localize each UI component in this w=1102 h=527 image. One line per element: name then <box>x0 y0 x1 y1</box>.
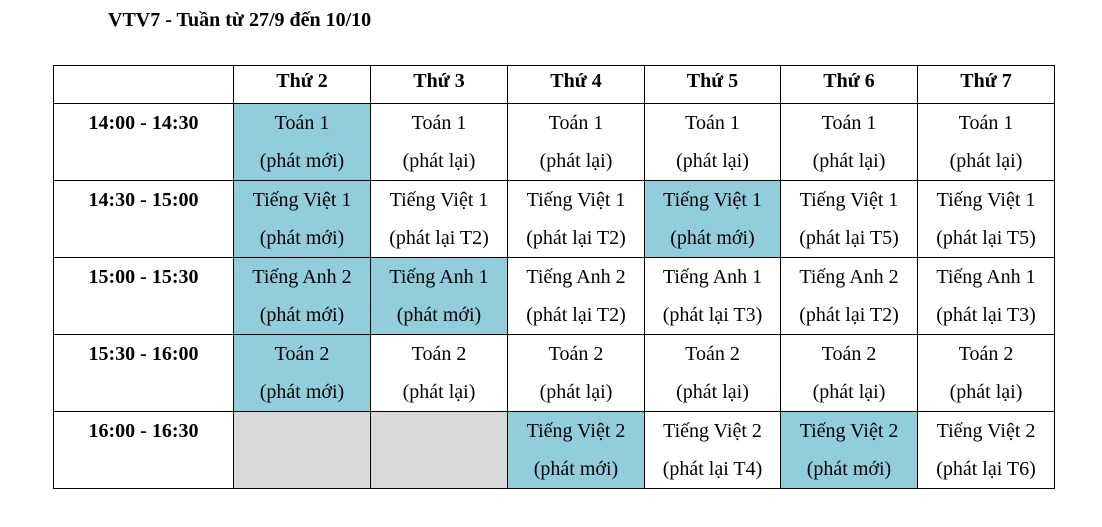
program-subject: Tiếng Việt 1 <box>799 189 899 211</box>
schedule-cell <box>918 258 1055 335</box>
schedule-cell <box>781 258 918 335</box>
broadcast-note: (phát lại T4) <box>662 458 763 480</box>
program-subject: Toán 1 <box>411 112 467 134</box>
schedule-cell <box>918 412 1055 489</box>
corner-cell <box>54 66 234 104</box>
broadcast-note: (phát lại) <box>539 381 613 403</box>
broadcast-note: (phát mới) <box>259 150 345 172</box>
broadcast-note: (phát lại) <box>812 150 886 172</box>
schedule-cell <box>234 412 371 489</box>
schedule-cell <box>781 104 918 181</box>
schedule-cell <box>781 412 918 489</box>
time-slot-row <box>54 258 1055 335</box>
broadcast-note: (phát lại T3) <box>936 304 1036 326</box>
broadcast-note: (phát lại T6) <box>936 458 1036 480</box>
day-header: Thứ 2 <box>234 66 371 104</box>
program-subject: Toán 1 <box>274 112 330 134</box>
time-slot-row <box>54 412 1055 489</box>
schedule-cell <box>234 181 371 258</box>
schedule-cell <box>645 181 781 258</box>
program-subject: Tiếng Việt 1 <box>252 189 352 211</box>
schedule-cell <box>371 181 508 258</box>
schedule-cell <box>371 104 508 181</box>
broadcast-note: (phát lại T2) <box>526 304 626 326</box>
broadcast-note: (phát mới) <box>259 304 345 326</box>
time-slot-row <box>54 104 1055 181</box>
schedule-cell <box>781 335 918 412</box>
schedule-cell <box>234 104 371 181</box>
schedule-body <box>54 66 1055 489</box>
program-subject: Tiếng Anh 1 <box>936 266 1036 288</box>
broadcast-note: (phát lại T2) <box>389 227 489 249</box>
day-header: Thứ 6 <box>781 66 918 104</box>
program-subject: Toán 2 <box>821 343 877 365</box>
program-subject: Toán 1 <box>548 112 604 134</box>
program-subject: Toán 2 <box>958 343 1014 365</box>
schedule-cell <box>645 258 781 335</box>
program-subject: Toán 1 <box>685 112 740 134</box>
schedule-cell <box>918 104 1055 181</box>
day-header: Thứ 4 <box>508 66 645 104</box>
broadcast-note: (phát lại) <box>949 381 1023 403</box>
program-subject: Tiếng Anh 2 <box>252 266 352 288</box>
program-subject: Tiếng Việt 2 <box>663 420 762 442</box>
schedule-cell <box>508 258 645 335</box>
page-title: VTV7 - Tuần từ 27/9 đến 10/10 <box>108 9 372 31</box>
program-subject: Tiếng Việt 2 <box>799 420 899 442</box>
program-subject: Tiếng Anh 1 <box>389 266 489 288</box>
program-subject: Toán 2 <box>274 343 330 365</box>
program-subject: Tiếng Việt 1 <box>663 189 762 211</box>
program-subject: Tiếng Anh 2 <box>799 266 899 288</box>
program-subject: Tiếng Anh 1 <box>662 266 763 288</box>
day-header: Thứ 5 <box>645 66 781 104</box>
program-subject: Toán 2 <box>685 343 740 365</box>
day-header: Thứ 7 <box>918 66 1055 104</box>
broadcast-note: (phát lại T2) <box>799 304 899 326</box>
schedule-cell <box>508 104 645 181</box>
schedule-cell <box>645 335 781 412</box>
broadcast-note: (phát lại) <box>812 381 886 403</box>
day-header: Thứ 3 <box>371 66 508 104</box>
time-slot-row <box>54 181 1055 258</box>
schedule-cell <box>508 412 645 489</box>
schedule-cell <box>918 335 1055 412</box>
broadcast-note: (phát mới) <box>806 458 892 480</box>
broadcast-note: (phát mới) <box>396 304 482 326</box>
program-subject: Toán 1 <box>821 112 877 134</box>
schedule-cell <box>645 412 781 489</box>
broadcast-note: (phát lại) <box>949 150 1023 172</box>
time-slot-label: 14:30 - 15:00 <box>54 181 234 258</box>
schedule-table <box>53 65 1055 489</box>
program-subject: Toán 2 <box>411 343 467 365</box>
time-slot-label: 16:00 - 16:30 <box>54 412 234 489</box>
schedule-cell <box>645 104 781 181</box>
broadcast-note: (phát lại T5) <box>936 227 1036 249</box>
header-row <box>54 66 1055 104</box>
schedule-cell <box>234 258 371 335</box>
program-subject: Toán 2 <box>548 343 604 365</box>
broadcast-note: (phát lại T2) <box>526 227 626 249</box>
schedule-cell <box>508 335 645 412</box>
broadcast-note: (phát lại T5) <box>799 227 899 249</box>
schedule-cell <box>371 258 508 335</box>
broadcast-note: (phát mới) <box>533 458 619 480</box>
broadcast-note: (phát lại) <box>402 150 476 172</box>
schedule-cell <box>371 335 508 412</box>
schedule-cell <box>508 181 645 258</box>
program-subject: Tiếng Việt 1 <box>389 189 489 211</box>
schedule-cell <box>918 181 1055 258</box>
schedule-cell <box>234 335 371 412</box>
time-slot-label: 15:30 - 16:00 <box>54 335 234 412</box>
time-slot-label: 15:00 - 15:30 <box>54 258 234 335</box>
broadcast-note: (phát mới) <box>670 227 755 249</box>
program-subject: Tiếng Việt 2 <box>526 420 626 442</box>
broadcast-note: (phát lại T3) <box>662 304 763 326</box>
broadcast-note: (phát lại) <box>676 150 749 172</box>
broadcast-note: (phát lại) <box>539 150 613 172</box>
broadcast-note: (phát mới) <box>259 381 345 403</box>
program-subject: Tiếng Việt 1 <box>936 189 1036 211</box>
schedule-cell <box>781 181 918 258</box>
program-subject: Tiếng Anh 2 <box>526 266 626 288</box>
schedule-cell <box>371 412 508 489</box>
program-subject: Tiếng Việt 1 <box>526 189 626 211</box>
broadcast-note: (phát mới) <box>259 227 345 249</box>
program-subject: Toán 1 <box>958 112 1014 134</box>
broadcast-note: (phát lại) <box>676 381 749 403</box>
time-slot-row <box>54 335 1055 412</box>
time-slot-label: 14:00 - 14:30 <box>54 104 234 181</box>
program-subject: Tiếng Việt 2 <box>936 420 1036 442</box>
broadcast-note: (phát lại) <box>402 381 476 403</box>
